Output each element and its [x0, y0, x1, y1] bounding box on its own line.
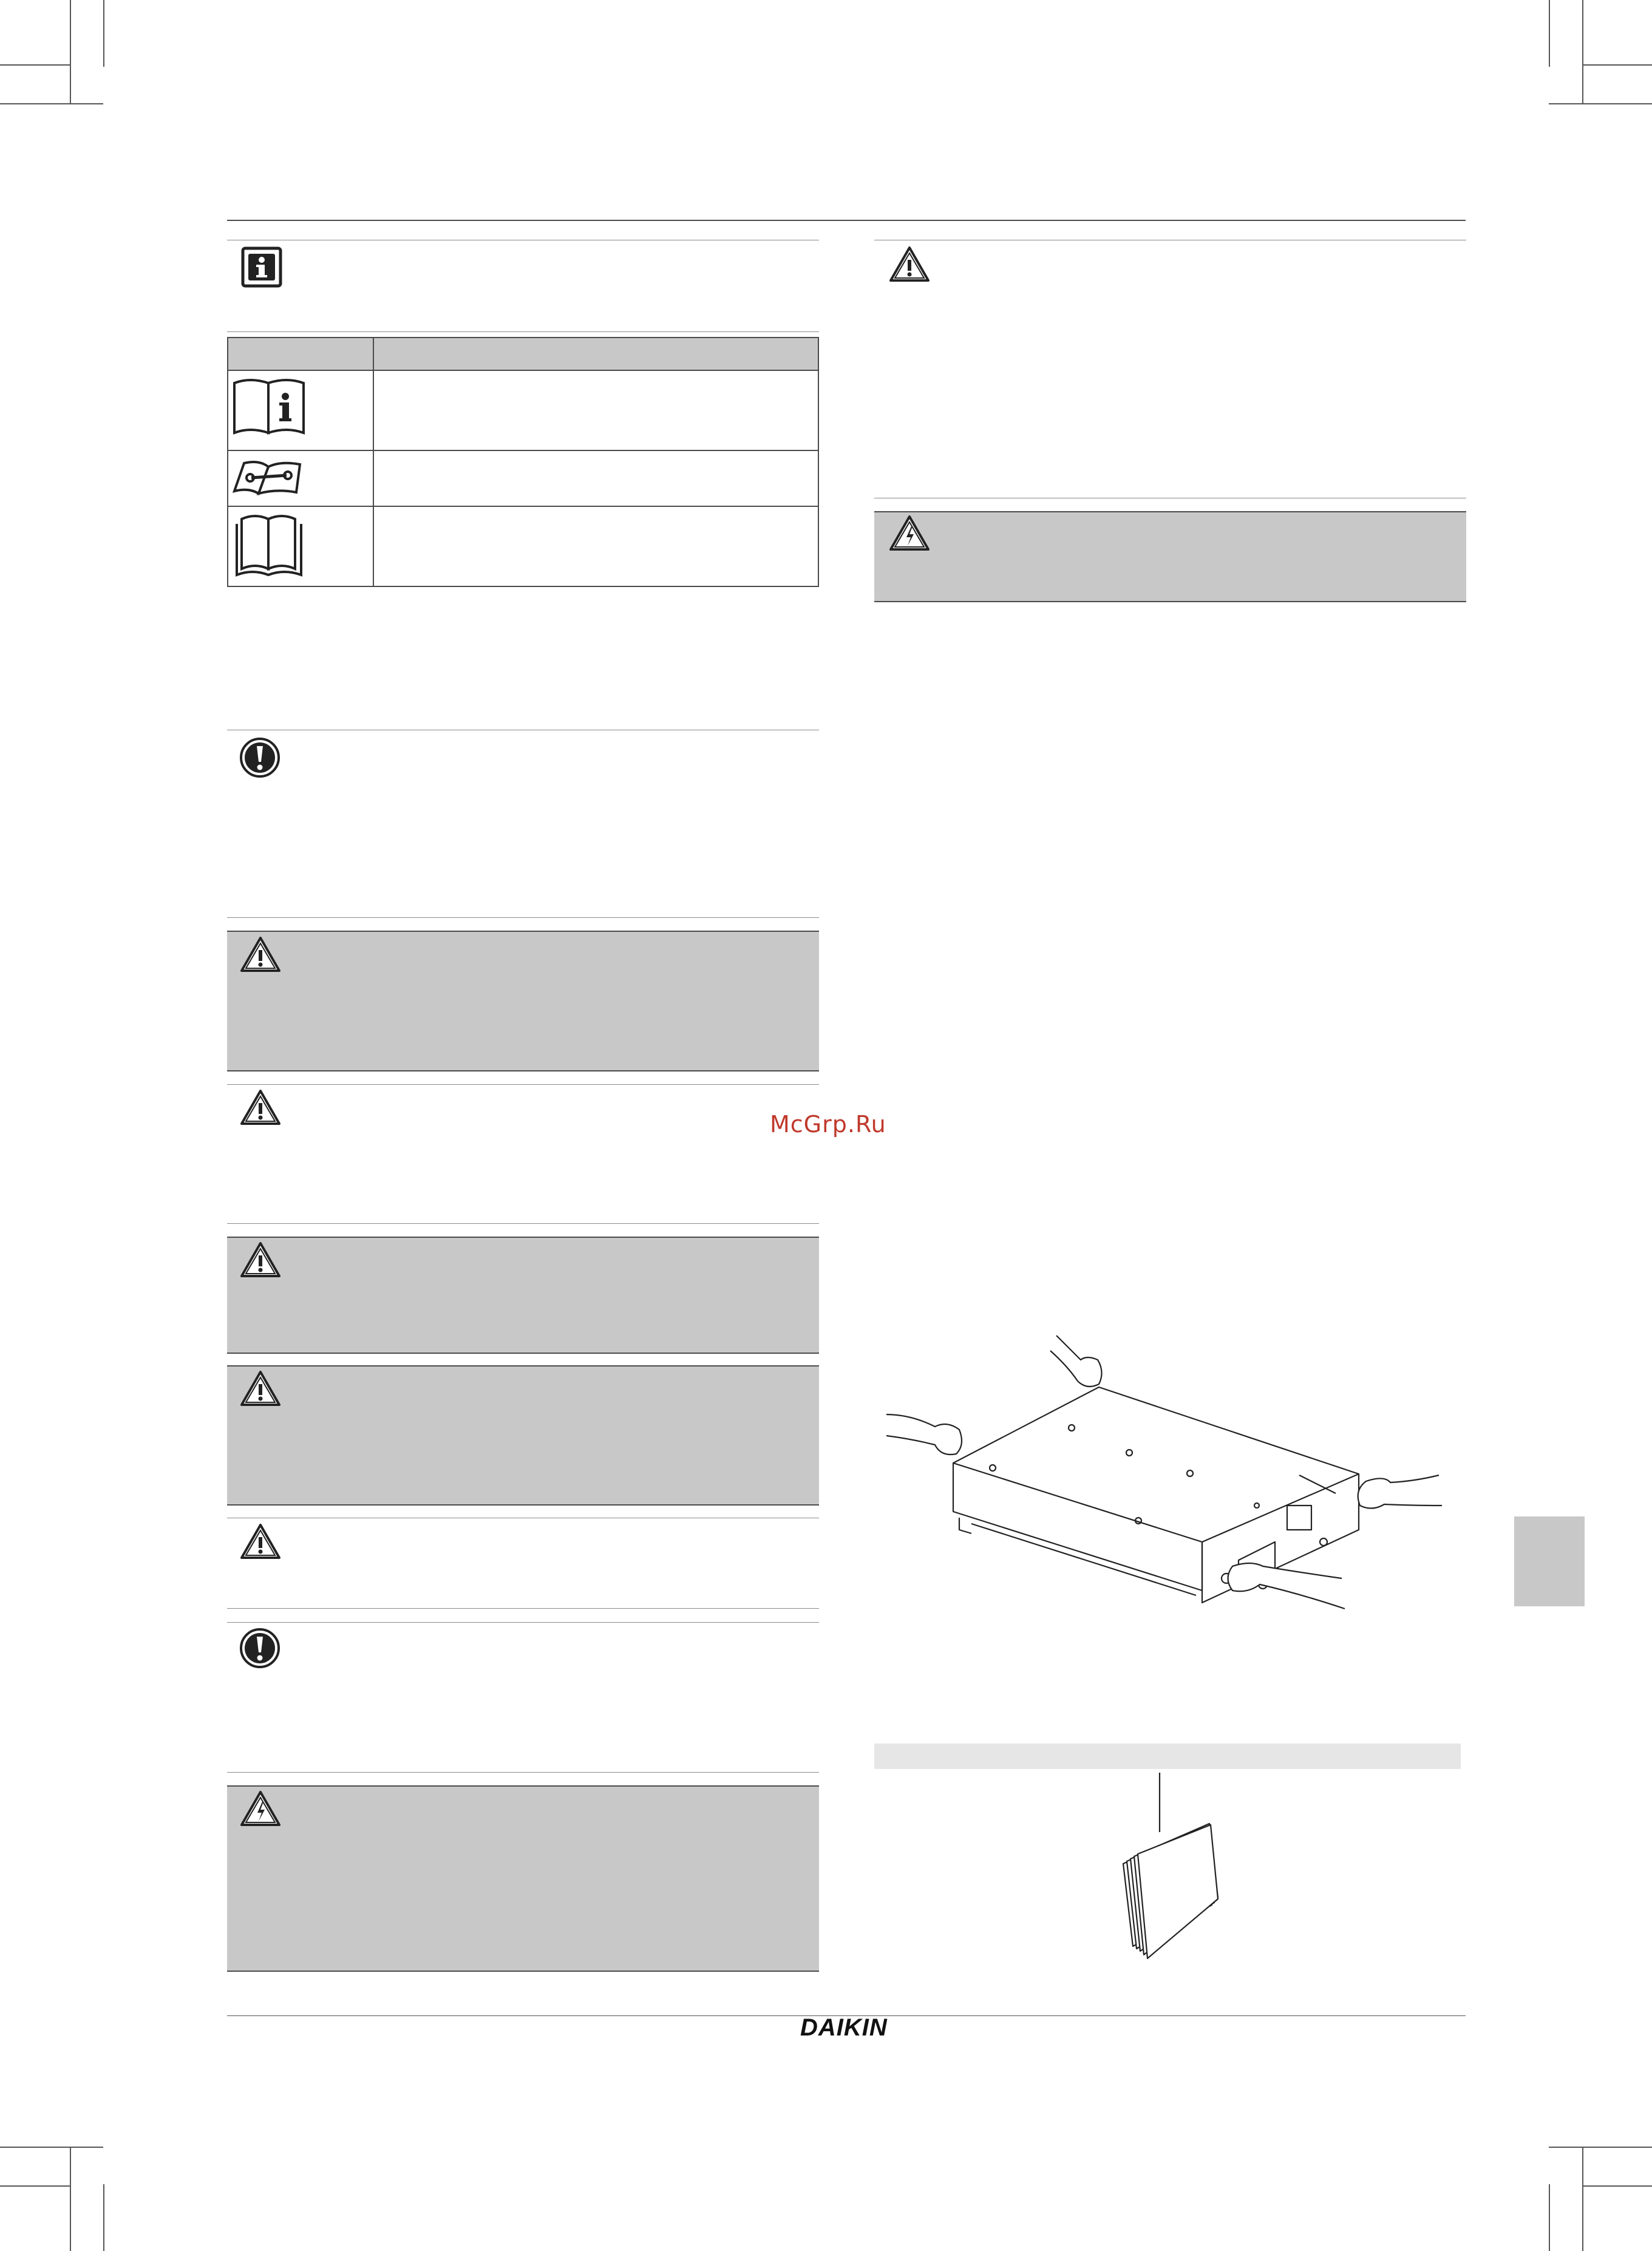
notice-rule: [227, 1084, 819, 1085]
warning-shaded-box: [227, 931, 819, 1071]
crop-mark: [1549, 2147, 1652, 2148]
crop-mark: [70, 2147, 71, 2251]
notice-rule: [227, 1223, 819, 1224]
crop-mark: [0, 2185, 70, 2187]
crop-mark: [0, 64, 70, 66]
manual-booklet-illustration: [1111, 1773, 1220, 1973]
open-manual-wrench-icon: [232, 457, 306, 500]
table-row-divider: [228, 450, 818, 451]
symbol-table: [227, 337, 819, 587]
notice-rule: [227, 1608, 819, 1609]
crop-mark: [1549, 0, 1550, 67]
notice-rule: [227, 1504, 819, 1506]
watermark: McGrp.Ru: [770, 1111, 886, 1138]
notice-rule: [227, 1785, 819, 1787]
warning-triangle-icon: [239, 935, 282, 973]
crop-mark: [1582, 2147, 1583, 2251]
electric-hazard-icon: [888, 514, 931, 552]
section-side-tab: [1514, 1516, 1585, 1606]
accessory-banner: [874, 1743, 1461, 1769]
notice-rule: [227, 1237, 819, 1238]
brand-logo: DAIKIN: [800, 2014, 888, 2041]
notice-rule: [227, 1772, 819, 1773]
crop-mark: [1582, 0, 1583, 103]
warning-shaded-box: [227, 1237, 819, 1353]
warning-triangle-icon: [888, 245, 931, 283]
notice-rule: [227, 1971, 819, 1972]
warning-triangle-icon: [239, 1523, 282, 1560]
table-divider: [373, 338, 374, 586]
notice-exclamation-icon: [239, 1627, 281, 1669]
unit-handling-illustration: [874, 1323, 1457, 1627]
notice-rule: [227, 1365, 819, 1367]
notice-rule: [227, 1353, 819, 1354]
crop-mark: [0, 2147, 103, 2148]
crop-mark: [103, 0, 104, 67]
notice-rule: [227, 1070, 819, 1071]
info-book-icon: [232, 376, 306, 436]
crop-mark: [70, 0, 71, 103]
electric-hazard-shaded-box: [874, 512, 1466, 602]
crop-mark: [0, 103, 103, 104]
notice-rule: [227, 917, 819, 918]
warning-triangle-icon: [239, 1370, 282, 1407]
warning-triangle-icon: [239, 1241, 282, 1278]
info-icon: [241, 246, 282, 288]
warning-shaded-box: [227, 1366, 819, 1504]
manual-book-icon: [232, 511, 306, 581]
notice-exclamation-icon: [239, 736, 281, 779]
notice-rule: [874, 511, 1466, 512]
electric-hazard-shaded-box: [227, 1786, 819, 1971]
notice-rule: [227, 1622, 819, 1623]
header-rule: [227, 220, 1466, 221]
crop-mark: [103, 2184, 104, 2251]
crop-mark: [1549, 103, 1652, 104]
crop-mark: [1582, 2185, 1652, 2187]
table-row-divider: [228, 506, 818, 507]
electric-hazard-icon: [239, 1790, 282, 1827]
crop-mark: [1549, 2184, 1550, 2251]
notice-rule: [874, 601, 1466, 602]
crop-mark: [1582, 64, 1652, 66]
table-header: [228, 338, 818, 371]
warning-triangle-icon: [239, 1088, 282, 1126]
notice-rule: [227, 331, 819, 332]
notice-rule: [227, 931, 819, 932]
